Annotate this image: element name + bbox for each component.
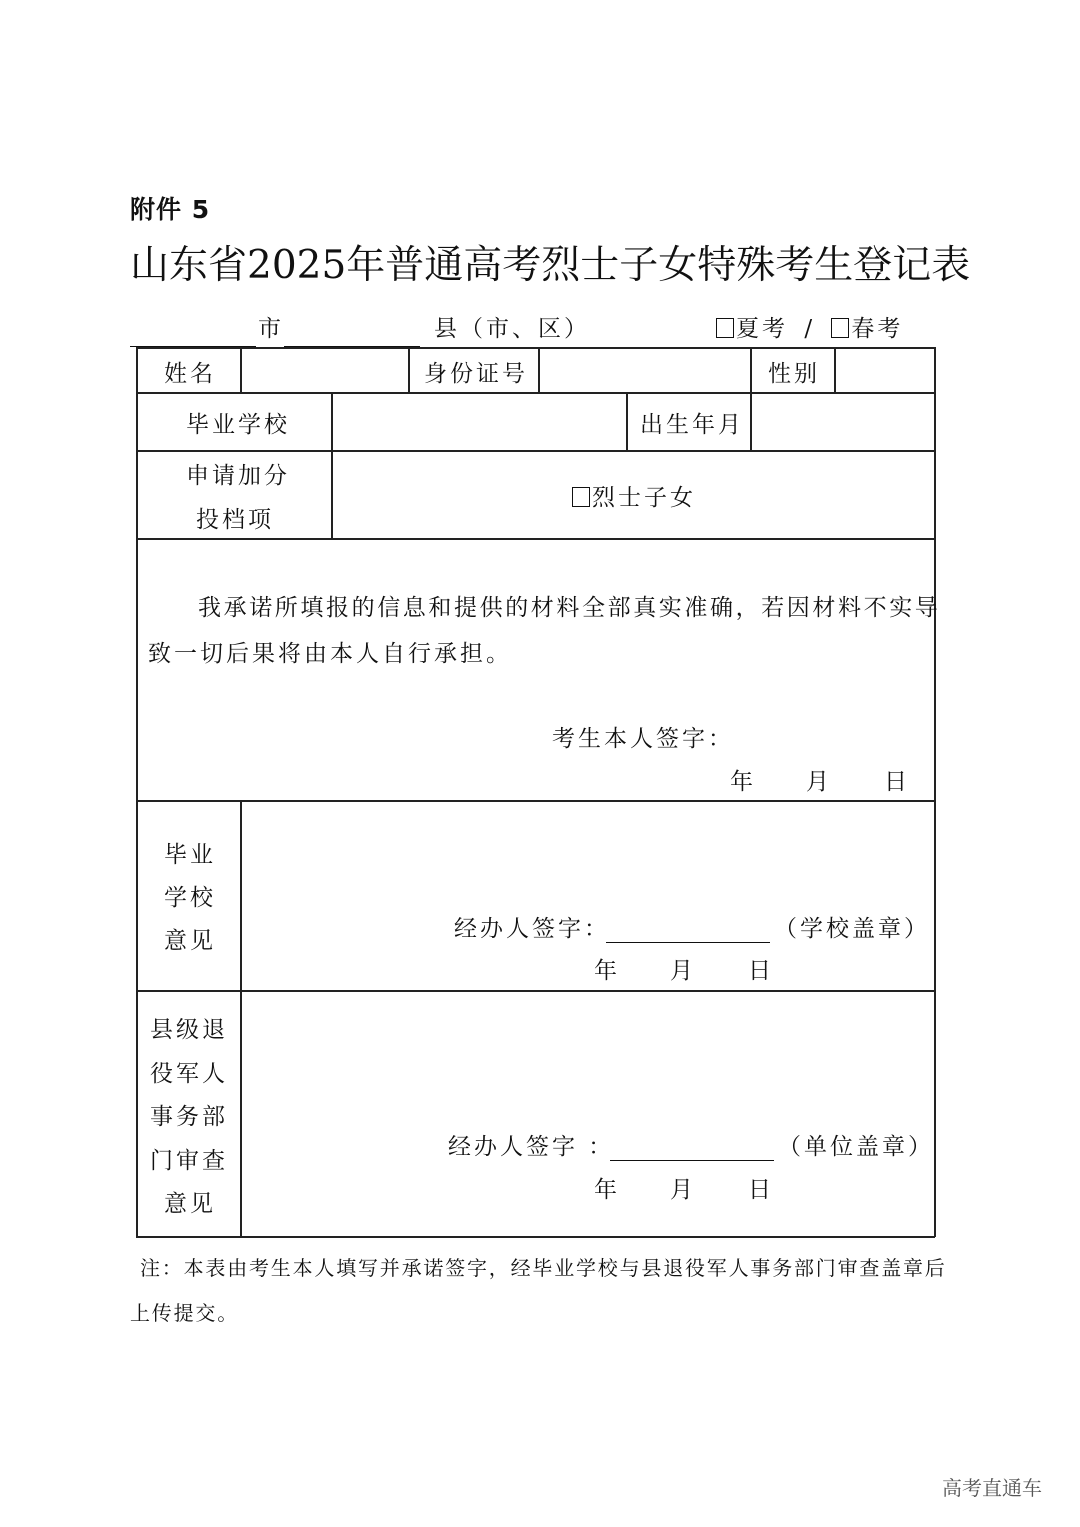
dept-handler-sign: 经办人签字 ： [448,1134,615,1160]
id-field[interactable] [540,349,749,391]
bonus-option [572,487,696,510]
dept-date-month: 月 [670,1177,696,1203]
summer-checkbox[interactable] [716,318,734,338]
note-line1: 注：本表由考生本人填写并承诺签字，经毕业学校与县退役军人事务部门审查盖章后 [140,1256,947,1280]
county-field[interactable] [284,326,420,347]
exam-type [716,318,903,341]
watermark: 高考直通车 [942,1476,1042,1500]
school-opinion-3: 意见 [164,928,216,954]
birth-label: 出生年月 [640,412,744,438]
dept-date-year: 年 [594,1177,620,1203]
school-date-year: 年 [594,958,620,984]
school-opinion-1: 毕业 [164,842,216,868]
school-label: 毕业学校 [186,412,290,438]
bonus-label-line1: 申请加分 [186,463,290,489]
dept-opinion-1: 县级退 [150,1017,228,1043]
dept-opinion-2: 役军人 [150,1061,228,1087]
name-label: 姓名 [164,361,216,387]
student-date-day: 日 [884,769,910,795]
city-field[interactable] [130,326,256,347]
student-sign-label: 考生本人签字： [552,726,734,752]
name-field[interactable] [242,349,407,391]
school-field[interactable] [333,394,625,449]
bonus-label-line2: 投档项 [196,507,274,533]
birth-field[interactable] [752,394,933,449]
pledge-line2: 致一切后果将由本人自行承担。 [148,641,512,667]
dept-opinion-4: 门审查 [150,1148,228,1174]
student-date-year: 年 [730,769,756,795]
form-title: 山东省2025年普通高考烈士子女特殊考生登记表 [130,243,971,288]
school-handler-sign: 经办人签字： [454,916,610,942]
summer-label: 夏考 [736,316,788,342]
school-date-month: 月 [670,958,696,984]
spring-checkbox[interactable] [831,318,849,338]
county-suffix: 县（市、区） [434,316,590,342]
spring-label: 春考 [851,316,904,342]
dept-opinion-3: 事务部 [150,1104,228,1130]
dept-opinion-5: 意见 [164,1191,216,1217]
pledge-line1: 我承诺所填报的信息和提供的材料全部真实准确，若因材料不实导 [198,595,941,621]
school-opinion-2: 学校 [164,885,216,911]
school-date-day: 日 [748,958,774,984]
dept-handler-field[interactable] [610,1140,774,1161]
id-label: 身份证号 [424,361,528,387]
attachment-label: 附件 5 [130,195,211,224]
gender-field[interactable] [836,349,933,391]
bonus-option-label: 烈士子女 [592,485,696,511]
note-line2: 上传提交。 [130,1301,239,1325]
school-stamp: （学校盖章） [774,916,930,942]
school-handler-field[interactable] [606,922,770,943]
martyr-children-checkbox[interactable] [572,487,590,507]
gender-label: 性别 [768,361,820,387]
separator: / [804,316,816,342]
student-date-month: 月 [806,769,832,795]
city-suffix: 市 [258,316,284,342]
dept-date-day: 日 [748,1177,774,1203]
unit-stamp: （单位盖章） [778,1134,934,1160]
